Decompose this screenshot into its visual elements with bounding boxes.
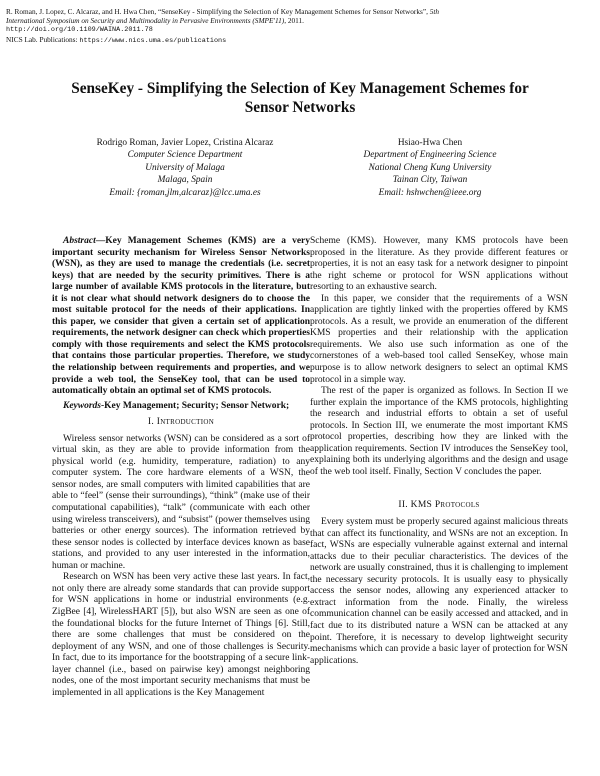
paragraph: Research on WSN has been very active these last years. In fact, not only there are already some standards that can provide support for WSN applications in home or industrial environments (e.g. ZigBee [4], WirelessHART [5]), but also WSN are seen as one of the foundational blocks for the future Internet of Things [6]. Still, there are some challenges that must be considered on the deployment of any WSN, and one of those challenges is Security. In fact, due to its importance for the bootstrapping of a secure link-layer channel (i.e., based on pairwise key) amongst neighboring nodes, one of the most important security mechanisms that must be implemented in all applications is the Key Management: [52, 572, 310, 698]
author-email: Email: {roman,jlm,alcaraz}@lcc.uma.es: [109, 187, 261, 198]
author-department: Computer Science Department: [127, 150, 243, 161]
author-institution: University of Malaga: [145, 162, 225, 173]
doi-link[interactable]: http://doi.org/10.1109/WAINA.2011.78: [6, 25, 153, 34]
left-column: [52, 236, 310, 699]
right-column: [310, 236, 568, 667]
paragraph: Every system must be properly secured against malicious threats that can affect its functionality, and WSNs are not an exception. In fact, WSNs are especially vulnerable against external and internal attacks due to their peculiar characteristics. The devices of the network are usually constrained, thus it is challenging to implement the necessary security protocols. It is usually easy to physically access the sensor nodes, allowing any experienced attacker to extract information from the node. Finally, the wireless communication channel can be easily accessed and attacked, and in fact due to its distributed nature a WSN can be attacked at any point. Therefore, it is necessary to develop lightweight security mechanisms which can provide a basic layer of protection for WSN applications.: [310, 517, 568, 666]
section-heading-introduction: I. Introduction: [147, 417, 215, 428]
author-names: Rodrigo Roman, Javier Lopez, Cristina Alcaraz: [96, 138, 274, 148]
paper-title: SenseKey - Simplifying the Selection of Key Management Schemes for Sensor Networks: [71, 80, 529, 116]
author-location: Tainan City, Taiwan: [392, 175, 468, 186]
author-institution: National Cheng Kung University: [368, 162, 492, 173]
author-block-right: [320, 137, 540, 199]
paragraph: Scheme (KMS). However, many KMS protocols have been proposed in the literature. As they provide different features or properties, it is not an easy task for a network designer to pinpoint the right scheme or protocol for WSN applications without resorting to an exhaustive search.: [310, 236, 568, 293]
author-block-left: [70, 137, 300, 199]
citation-line-1: R. Roman, J. Lopez, C. Alcaraz, and H. Hwa Chen, “SenseKey - Simplifying the Selection of Key Management Schemes for Sensor Networks”, 5th: [6, 7, 440, 16]
author-email: Email: hshwchen@ieee.org: [378, 187, 482, 198]
author-location: Malaga, Spain: [157, 175, 213, 186]
lab-publications-line: NICS Lab. Publications: https://www.nics.uma.es/publications: [6, 34, 227, 45]
citation-line-2: International Symposium on Security and Multimodality in Pervasive Environments (SMPE'11), 2011.: [6, 16, 304, 26]
author-department: Department of Engineering Science: [363, 150, 497, 161]
author-names: Hsiao-Hwa Chen: [397, 138, 463, 148]
section-heading-kms-protocols: II. KMS Protocols: [398, 500, 480, 511]
paragraph: In this paper, we consider that the requirements of a WSN application are tightly linked with the properties offered by KMS protocols. As a result, we provide an enumeration of the different KMS properties and their relationship with the application requirements. We also use such information as one of the cornerstones of a web-based tool called SenseKey, whose main purpose is to allow network designers to select an optimal KMS protocol in a simple way.: [310, 293, 568, 385]
citation-header: [6, 7, 594, 46]
paragraph: Wireless sensor networks (WSN) can be considered as a sort of virtual skin, as they are able to provide information from the physical world (e.g. humidity, temperature, radiation) to any computer system. The core hardware elements of a WSN, the sensor nodes, are small computers with limited capabilities that are able to “feel” (sense their surroundings), “think” (make use of their computational capabilities), “talk” (communicate with each other using wireless transceivers), and “subsist” (power themselves using batteries or other energy sources). The information retrieved by these sensor nodes is collected by interface devices known as base stations, and provided to any user interested in the information, human or machine.: [52, 433, 310, 571]
lab-publications-link[interactable]: https://www.nics.uma.es/publications: [79, 36, 227, 45]
abstract: Abstract—Key Management Schemes (KMS) are a very important security mechanism for Wireless Sensor Networks (WSN), as they are used to manage the credentials (i.e. secret keys) that are needed by the security primitives. There is a large number of available KMS protocols in the literature, but it is not clear what should network designers do to choose the most suitable protocol for the needs of their applications. In this paper, we consider that given a certain set of application requirements, the network designer can check which properties comply with those requirements and select the KMS protocols that contains those particular properties. Therefore, we study the relationship between requirements and properties, and we provide a web tool, the SenseKey tool, that can be used to automatically obtain an optimal set of KMS protocols.: [52, 236, 310, 397]
paragraph: The rest of the paper is organized as follows. In Section II we further explain the importance of the KMS protocols, highlighting the research and industrial efforts to obtain a set of useful protocols. In Section III, we enumerate the most important KMS protocol properties, describing how they are linked with the application requirements. Section IV introduces the SenseKey tool, explaining both its underlying algorithms and the design and usage of the web tool itself. Finally, Section V concludes the paper.: [310, 386, 568, 477]
keywords: Keywords-Key Management; Security; Sensor Network;: [63, 400, 290, 411]
